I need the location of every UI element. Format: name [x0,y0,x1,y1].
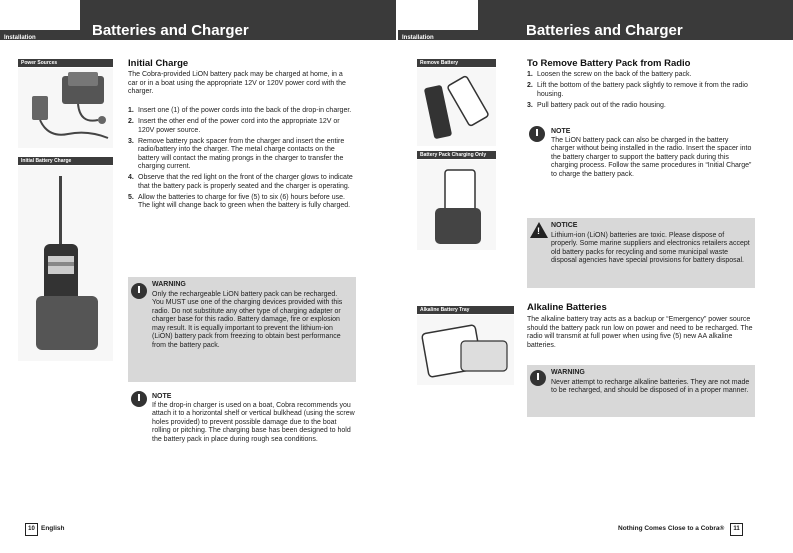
note-block [152,393,356,444]
note-label: NOTE [551,128,571,135]
footer-language: English [41,525,65,532]
alkaline-warning-box [527,365,755,417]
note-text: If the drop-in charger is used on a boat, Cobra recommends you attach it to a horizontal shelf or vertical bulkhead (using the screw holes provided) to prevent possible damage due to the boat rolling or pitching. The charging base has been designed to hold the battery pack in place during rough sea conditions. [152,401,355,443]
alkaline-tray-illustration [417,315,514,385]
caption-initial-charge: Initial Battery Charge [18,157,113,165]
battery-charging-only-image [417,160,496,250]
warning-box [128,277,356,382]
remove-battery-heading: To Remove Battery Pack from Radio [527,58,691,69]
note-text: The LiON battery pack can also be charged in the battery charger without being installed in the radio. Insert the spacer into the battery charger to support the battery pack during this charging process. Follow the same procedures in “Initial Charge” to charge the battery pack. [551,136,752,178]
right-header-banner [398,0,793,40]
warning-text: Only the rechargeable LiON battery pack can be recharged. You MUST use one of the charging devices provided with this radio. Do not substitute any other type of charging adapter or charger base for this radio. Battery damage, fire or explosion may result. It is equally important to prevent the lithium-ion (LiON) battery pack from freezing to obtain best performance from the battery pack. [152,290,343,349]
note-label: NOTE [152,393,172,400]
note-icon [131,391,147,407]
warning-label: WARNING [551,369,585,376]
list-item: 1. Loosen the screw on the back of the battery pack. [527,71,692,78]
alkaline-text: The alkaline battery tray acts as a backup or “Emergency” power source should the battery pack run low on power and need to be recharged. The radio will transmit at full power when using five (5) new AA alkaline batteries. [527,316,753,349]
list-item: 5. Allow the batteries to charge for five (5) to six (6) hours before use. The light will change back to green when the battery is fully charged. [128,193,351,209]
remove-battery-steps [527,71,753,113]
power-sources-image [18,68,113,148]
warning-label: WARNING [152,281,186,288]
caption-alkaline-tray: Alkaline Battery Tray [417,306,514,314]
charger-and-cords-illustration [18,68,113,148]
page-number: 10 [25,523,38,536]
page-title: Batteries and Charger [526,22,683,39]
notice-warning-triangle-icon [530,222,548,238]
list-item: 1. Insert one (1) of the power cords into the back of the drop-in charger. [128,107,352,114]
warning-icon [131,283,147,299]
note-icon [529,126,545,142]
warning-text: Never attempt to recharge alkaline batteries. They are not made to be recharged, and should be disposed of in a proper manner. [551,378,750,394]
initial-charge-intro: The Cobra-provided LiON battery pack may be charged at home, in a car or in a boat using the appropriate 12V or 120V power cord with the charger. [128,71,346,95]
radio-in-charger-image [18,166,113,361]
left-footer [25,523,64,536]
left-header-banner [0,0,396,40]
note-block [551,128,753,179]
list-item: 2. Lift the bottom of the battery pack slightly to remove it from the radio housing. [527,82,748,98]
section-label: Installation [398,30,478,40]
initial-charge-steps [128,107,354,213]
battery-in-charger-illustration [417,160,496,250]
footer-tagline: Nothing Comes Close to a Cobra® [618,525,725,532]
list-item: 3. Remove battery pack spacer from the charger and insert the entire radio/battery into the charger. The metal charge contacts on the battery will contact the mating prongs in the charger to transfer the charging current. [128,137,345,170]
caption-charging-only: Battery Pack Charging Only [417,151,496,159]
page-title: Batteries and Charger [92,22,249,39]
right-footer [618,523,743,536]
remove-battery-image [417,68,496,146]
list-item: 4. Observe that the red light on the front of the charger glows to indicate that the battery pack is properly seated and the charger is operating. [128,174,353,190]
initial-charge-heading: Initial Charge [128,58,189,69]
caption-power-sources: Power Sources [18,59,113,67]
notice-label: NOTICE [551,222,578,229]
caption-remove-battery: Remove Battery [417,59,496,67]
remove-battery-illustration [417,68,496,146]
notice-box [527,218,755,288]
list-item: 3. Pull battery pack out of the radio housing. [527,101,666,109]
section-label: Installation [0,30,80,40]
warning-icon [530,370,546,386]
alkaline-tray-image [417,315,514,385]
alkaline-heading: Alkaline Batteries [527,302,607,313]
page-number: 11 [730,523,743,536]
list-item: 2. Insert the other end of the power cord into the appropriate 12V or 120V power source. [128,118,340,134]
notice-text: Lithium-ion (LiON) batteries are toxic. Please dispose of properly. Some marine suppliers and electronics retailers accept old battery packs for recycling and some municipal waste disposal agencies have special provisions for battery disposal. [551,231,750,264]
radio-in-charger-illustration [18,166,113,361]
